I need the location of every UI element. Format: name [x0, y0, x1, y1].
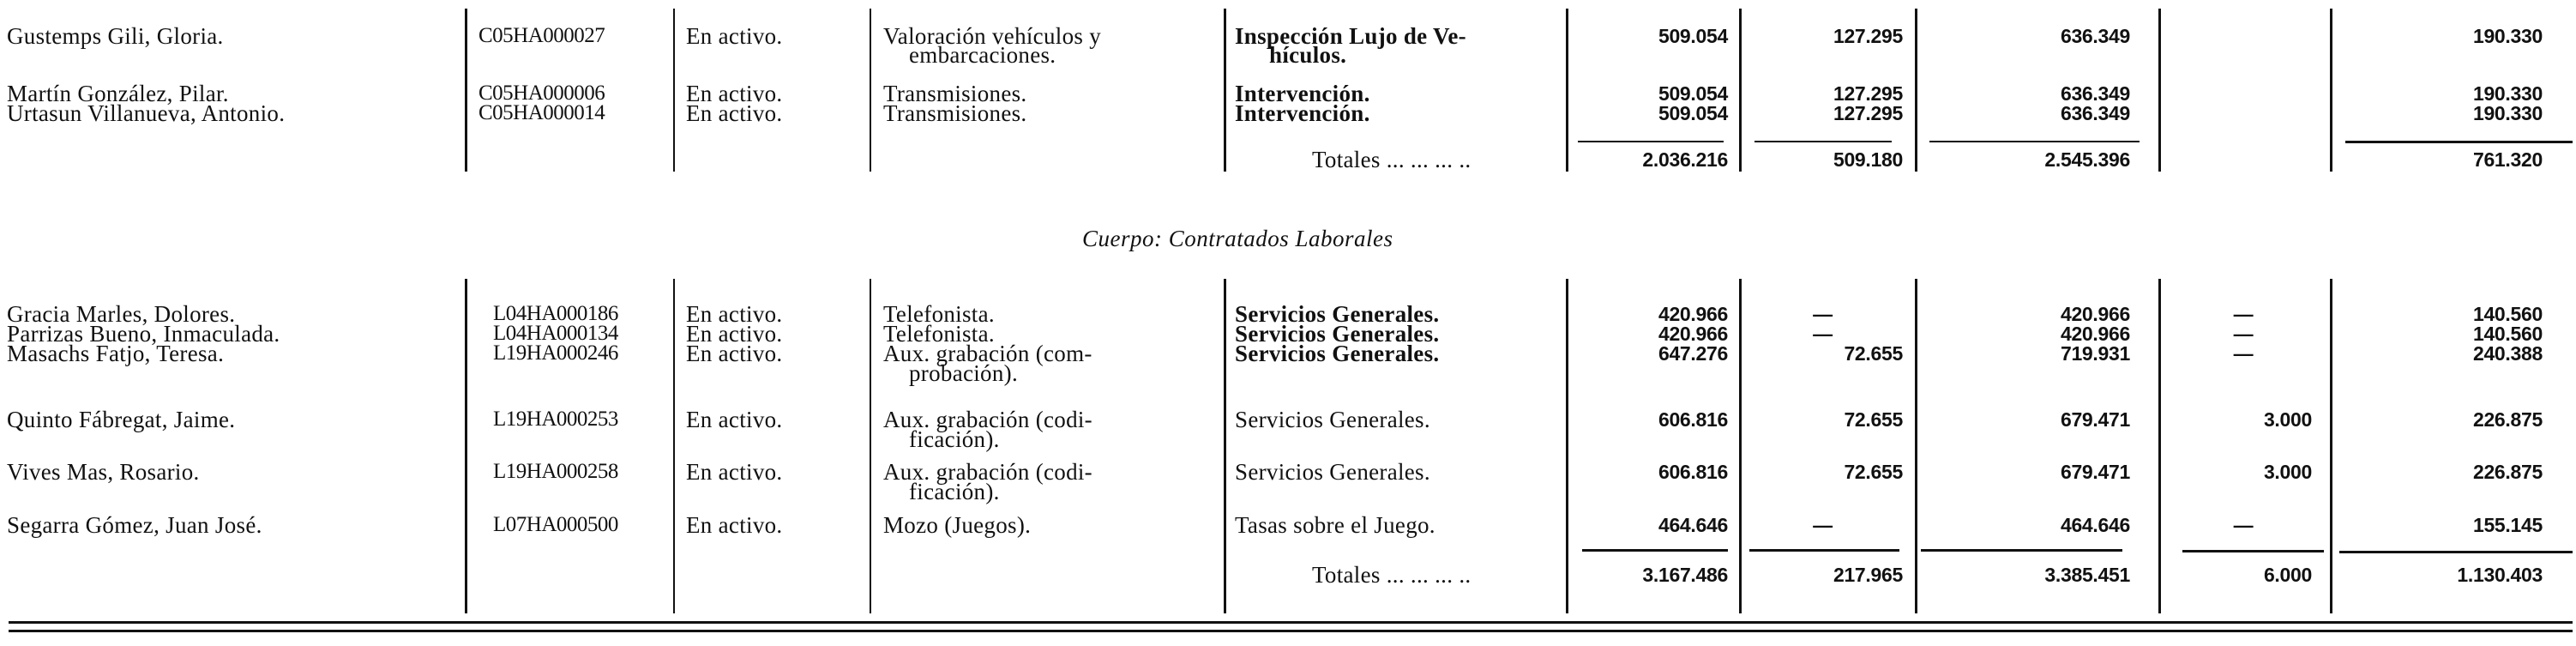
total-col3: 2.545.396: [2044, 148, 2130, 171]
employee-name: Parrizas Bueno, Inmaculada.: [7, 321, 280, 347]
column-rule: [1915, 9, 1917, 172]
amount-col3: 636.349: [2060, 102, 2130, 124]
dept-line: hículos.: [1269, 42, 1347, 68]
employee-code: L19HA000258: [493, 460, 618, 483]
subtotal-rule: [1582, 549, 1728, 552]
amount-col4: —: [2233, 323, 2254, 345]
dept-line: Servicios Generales.: [1235, 321, 1440, 347]
subtotal-rule: [1749, 549, 1899, 552]
dept-line: Intervención.: [1235, 81, 1370, 106]
employee-status: En activo.: [686, 301, 783, 327]
employee-code: L07HA000500: [493, 513, 618, 536]
subtotal-rule: [2339, 551, 2573, 553]
employee-status: En activo.: [686, 341, 783, 366]
amount-col3: 420.966: [2060, 323, 2130, 345]
amount-col1: 420.966: [1658, 303, 1728, 325]
amount-col2: —: [1813, 303, 1833, 325]
total-col5: 761.320: [2472, 148, 2543, 171]
subtotal-rule: [2182, 550, 2324, 552]
amount-col5: 226.875: [2472, 461, 2543, 483]
subtotal-rule: [1754, 141, 1892, 142]
subtotal-rule: [1578, 141, 1724, 142]
post-line: embarcaciones.: [909, 42, 1056, 68]
employee-status: En activo.: [686, 512, 783, 538]
totals-label: Totales ... ... ... ..: [1312, 562, 1472, 588]
amount-col3: 679.471: [2060, 461, 2130, 483]
amount-col1: 647.276: [1658, 342, 1728, 365]
amount-col5: 140.560: [2472, 303, 2543, 325]
amount-col5: 140.560: [2472, 323, 2543, 345]
amount-col4: 3.000: [2263, 408, 2312, 431]
employee-status: En activo.: [686, 459, 783, 485]
employee-code: L04HA000186: [493, 302, 618, 325]
subtotal-rule: [1921, 549, 2122, 552]
column-rule: [1224, 9, 1226, 172]
amount-col3: 636.349: [2060, 82, 2130, 105]
amount-col4: —: [2233, 342, 2254, 365]
amount-col5: 226.875: [2472, 408, 2543, 431]
amount-col2: 127.295: [1833, 102, 1903, 124]
post-line: Valoración vehículos y: [883, 23, 1102, 49]
amount-col1: 464.646: [1658, 514, 1728, 536]
post-line: ficación).: [909, 426, 1000, 452]
totals-label: Totales ... ... ... ..: [1312, 147, 1472, 172]
section-heading: Cuerpo: Contratados Laborales: [1082, 226, 1393, 251]
employee-name: Gustemps Gili, Gloria.: [7, 23, 224, 49]
post-line: Mozo (Juegos).: [883, 512, 1032, 538]
post-line: Telefonista.: [883, 321, 995, 347]
employee-status: En activo.: [686, 100, 783, 126]
column-rule: [465, 9, 467, 172]
post-line: Aux. grabación (codi-: [883, 407, 1092, 432]
dept-line: Inspección Lujo de Ve-: [1235, 23, 1466, 49]
employee-code: C05HA000006: [478, 82, 605, 105]
amount-col1: 420.966: [1658, 323, 1728, 345]
employee-status: En activo.: [686, 23, 783, 49]
column-rule: [870, 9, 871, 172]
post-line: probación).: [909, 360, 1019, 386]
column-rule: [1915, 279, 1917, 613]
employee-code: L04HA000134: [493, 322, 618, 345]
column-rule: [1224, 279, 1226, 613]
amount-col2: 72.655: [1844, 408, 1903, 431]
subtotal-rule: [1929, 141, 2140, 142]
amount-col5: 240.388: [2472, 342, 2543, 365]
column-rule: [2158, 9, 2161, 172]
column-rule: [673, 279, 675, 613]
employee-name: Martín González, Pilar.: [7, 81, 229, 106]
employee-name: Urtasun Villanueva, Antonio.: [7, 100, 286, 126]
amount-col2: 72.655: [1844, 461, 1903, 483]
column-rule: [465, 279, 467, 613]
amount-col4: —: [2233, 514, 2254, 536]
post-line: Transmisiones.: [883, 100, 1027, 126]
column-rule: [673, 9, 675, 172]
closing-double-rule-top: [9, 621, 2573, 624]
amount-col5: 190.330: [2472, 102, 2543, 124]
total-col5: 1.130.403: [2457, 564, 2543, 586]
amount-col1: 509.054: [1658, 25, 1728, 47]
amount-col5: 155.145: [2472, 514, 2543, 536]
amount-col2: 127.295: [1833, 25, 1903, 47]
employee-name: Masachs Fatjo, Teresa.: [7, 341, 225, 366]
employee-name: Segarra Gómez, Juan José.: [7, 512, 262, 538]
dept-line: Tasas sobre el Juego.: [1235, 512, 1435, 538]
amount-col2: 72.655: [1844, 342, 1903, 365]
dept-line: Servicios Generales.: [1235, 407, 1430, 432]
employee-name: Vives Mas, Rosario.: [7, 459, 200, 485]
column-rule: [1739, 9, 1742, 172]
amount-col1: 606.816: [1658, 461, 1728, 483]
amount-col4: —: [2233, 303, 2254, 325]
dept-line: Servicios Generales.: [1235, 459, 1430, 485]
amount-col3: 420.966: [2060, 303, 2130, 325]
post-line: ficación).: [909, 479, 1000, 504]
amount-col4: 3.000: [2263, 461, 2312, 483]
column-rule: [1566, 279, 1568, 613]
amount-col2: —: [1813, 514, 1833, 536]
post-line: Transmisiones.: [883, 81, 1027, 106]
column-rule: [1739, 279, 1742, 613]
dept-line: Intervención.: [1235, 100, 1370, 126]
amount-col5: 190.330: [2472, 82, 2543, 105]
amount-col5: 190.330: [2472, 25, 2543, 47]
amount-col3: 464.646: [2060, 514, 2130, 536]
employee-name: Gracia Marles, Dolores.: [7, 301, 236, 327]
column-rule: [2158, 279, 2161, 613]
closing-double-rule-bottom: [9, 630, 2573, 632]
amount-col2: —: [1813, 323, 1833, 345]
subtotal-rule: [2345, 141, 2573, 143]
post-line: Aux. grabación (codi-: [883, 459, 1092, 485]
total-col2: 217.965: [1833, 564, 1903, 586]
amount-col3: 719.931: [2060, 342, 2130, 365]
amount-col3: 636.349: [2060, 25, 2130, 47]
employee-name: Quinto Fábregat, Jaime.: [7, 407, 236, 432]
amount-col1: 606.816: [1658, 408, 1728, 431]
amount-col3: 679.471: [2060, 408, 2130, 431]
amount-col2: 127.295: [1833, 82, 1903, 105]
amount-col1: 509.054: [1658, 102, 1728, 124]
post-line: Aux. grabación (com-: [883, 341, 1092, 366]
column-rule: [2330, 279, 2332, 613]
employee-status: En activo.: [686, 407, 783, 432]
total-col1: 3.167.486: [1642, 564, 1728, 586]
dept-line: Servicios Generales.: [1235, 341, 1440, 366]
total-col2: 509.180: [1833, 148, 1903, 171]
amount-col1: 509.054: [1658, 82, 1728, 105]
post-line: Telefonista.: [883, 301, 995, 327]
employee-code: L19HA000246: [493, 341, 618, 365]
column-rule: [870, 279, 871, 613]
dept-line: Servicios Generales.: [1235, 301, 1440, 327]
column-rule: [2330, 9, 2332, 172]
employee-code: C05HA000014: [478, 101, 605, 124]
total-col3: 3.385.451: [2044, 564, 2130, 586]
column-rule: [1566, 9, 1568, 172]
employee-status: En activo.: [686, 321, 783, 347]
employee-code: L19HA000253: [493, 408, 618, 431]
total-col1: 2.036.216: [1642, 148, 1728, 171]
employee-status: En activo.: [686, 81, 783, 106]
total-col4: 6.000: [2263, 564, 2312, 586]
employee-code: C05HA000027: [478, 24, 605, 47]
